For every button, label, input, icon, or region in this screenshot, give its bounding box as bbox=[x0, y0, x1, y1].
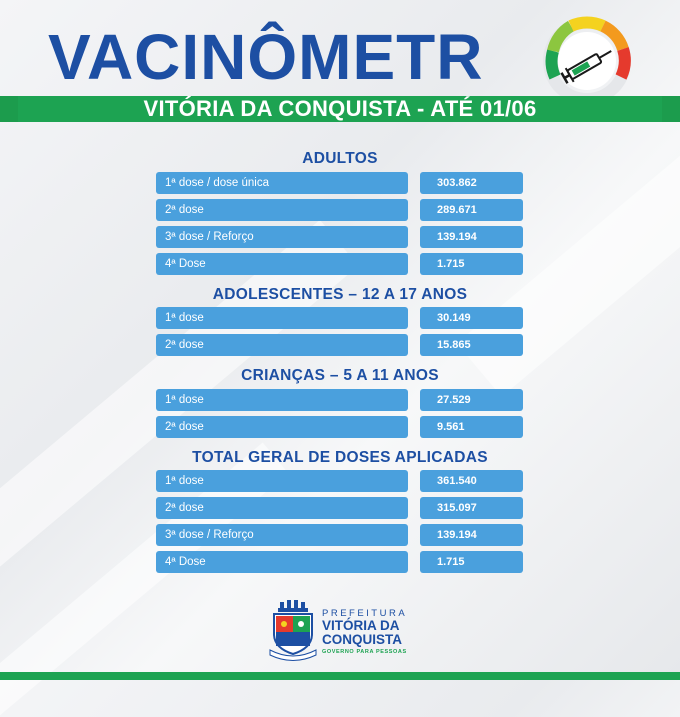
logo-city-name-line2: CONQUISTA bbox=[322, 632, 402, 647]
section-title-adults: ADULTOS bbox=[302, 150, 378, 167]
city-logo bbox=[268, 600, 418, 662]
dose-label: 1ª dose bbox=[156, 389, 408, 411]
dose-label: 2ª dose bbox=[156, 334, 408, 356]
table-row bbox=[0, 416, 680, 438]
dose-value: 9.561 bbox=[420, 416, 523, 438]
dose-label: 1ª dose bbox=[156, 470, 408, 492]
table-row bbox=[0, 253, 680, 275]
table-row bbox=[0, 524, 680, 546]
dose-label: 1ª dose bbox=[156, 307, 408, 329]
dose-label: 2ª dose bbox=[156, 497, 408, 519]
dose-value: 139.194 bbox=[420, 524, 523, 546]
table-row bbox=[0, 334, 680, 356]
dose-label: 3ª dose / Reforço bbox=[156, 226, 408, 248]
dose-value: 139.194 bbox=[420, 226, 523, 248]
dose-label: 2ª dose bbox=[156, 416, 408, 438]
section-title-total: TOTAL GERAL DE DOSES APLICADAS bbox=[192, 449, 488, 466]
dose-value: 30.149 bbox=[420, 307, 523, 329]
table-row bbox=[0, 307, 680, 329]
table-row bbox=[0, 226, 680, 248]
dose-value: 289.671 bbox=[420, 199, 523, 221]
city-crest-icon bbox=[268, 600, 320, 662]
table-row bbox=[0, 470, 680, 492]
table-row bbox=[0, 551, 680, 573]
table-row bbox=[0, 389, 680, 411]
dose-value: 361.540 bbox=[420, 470, 523, 492]
table-row bbox=[0, 172, 680, 194]
dose-value: 1.715 bbox=[420, 551, 523, 573]
bottom-bar bbox=[0, 672, 680, 680]
dose-value: 27.529 bbox=[420, 389, 523, 411]
subtitle: VITÓRIA DA CONQUISTA - ATÉ 01/06 bbox=[18, 96, 662, 122]
logo-prefeitura: PREFEITURA bbox=[322, 608, 408, 619]
dose-label: 4ª Dose bbox=[156, 551, 408, 573]
table-row bbox=[0, 497, 680, 519]
section-title-adolescents: ADOLESCENTES – 12 A 17 ANOS bbox=[212, 286, 468, 303]
table-row bbox=[0, 199, 680, 221]
syringe-gauge-icon bbox=[541, 15, 633, 107]
section-title-children: CRIANÇAS – 5 A 11 ANOS bbox=[241, 367, 439, 384]
dose-value: 303.862 bbox=[420, 172, 523, 194]
dose-label: 2ª dose bbox=[156, 199, 408, 221]
subtitle-bar bbox=[0, 96, 680, 122]
page-title: VACINÔMETR bbox=[48, 21, 484, 93]
dose-value: 1.715 bbox=[420, 253, 523, 275]
dose-label: 3ª dose / Reforço bbox=[156, 524, 408, 546]
dose-label: 4ª Dose bbox=[156, 253, 408, 275]
dose-label: 1ª dose / dose única bbox=[156, 172, 408, 194]
logo-tagline: GOVERNO PARA PESSOAS bbox=[322, 649, 407, 655]
dose-value: 315.097 bbox=[420, 497, 523, 519]
dose-value: 15.865 bbox=[420, 334, 523, 356]
logo-city-name-line1: VITÓRIA DA bbox=[322, 618, 400, 633]
